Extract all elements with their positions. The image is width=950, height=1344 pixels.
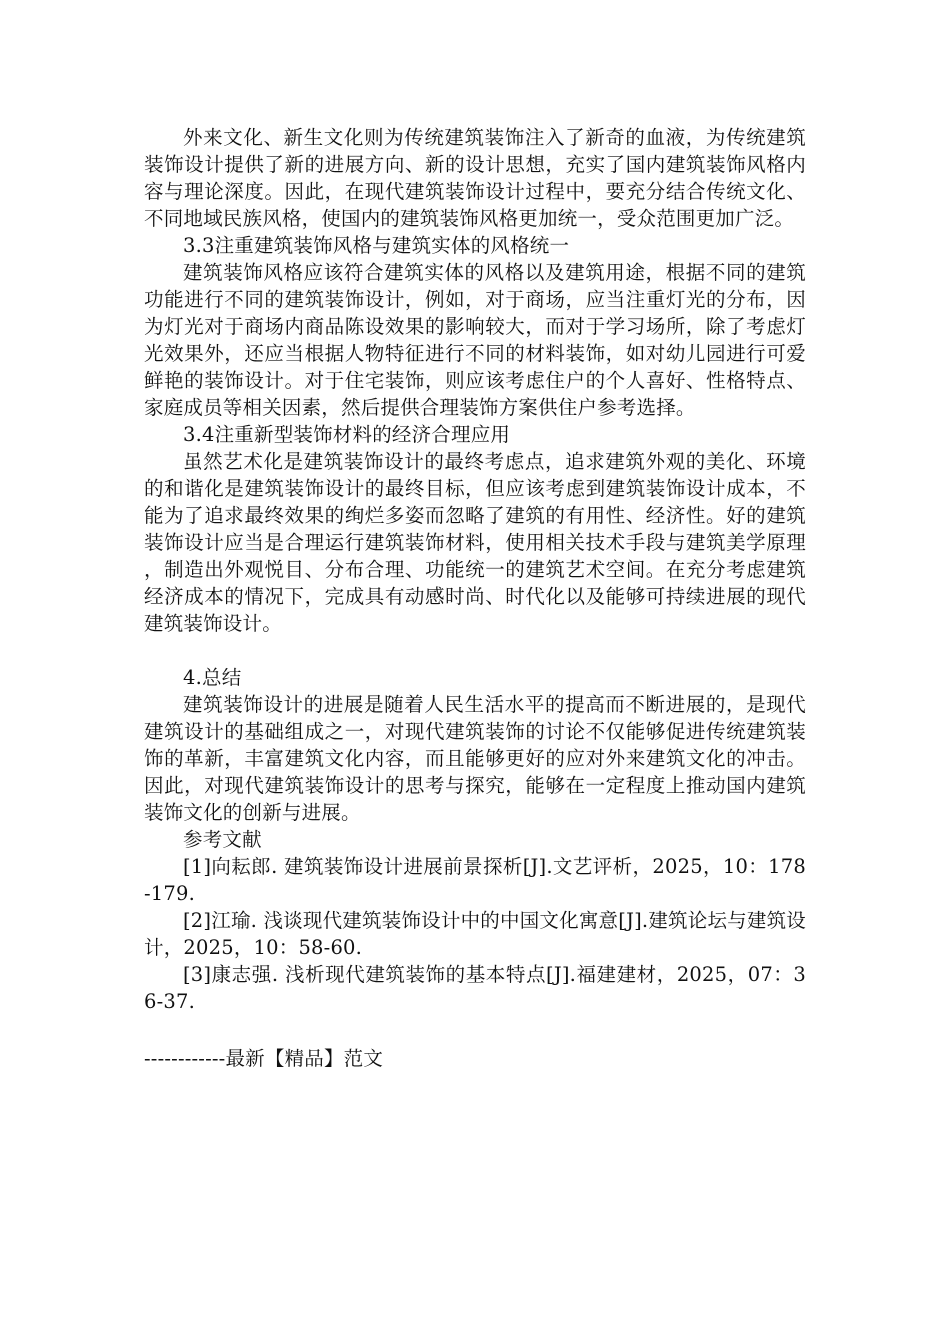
- footer-label: ------------最新【精品】范文: [144, 1047, 384, 1070]
- document-body: [144, 124, 806, 1015]
- section-heading-3-4: 3.4注重新型装饰材料的经济合理应用: [183, 423, 511, 446]
- body-paragraph-foreign-culture: 外来文化、新生文化则为传统建筑装饰注入了新奇的血液，为传统建筑装饰设计提供了新的进展方向、新的设计思想，充实了国内建筑装饰风格内容与理论深度。因此，在现代建筑装饰设计过程中，要充分结合传统文化、不同地域民族风格，使国内的建筑装饰风格更加统一，受众范围更加广泛。: [144, 126, 806, 230]
- section-heading-4-summary: 4.总结: [183, 666, 242, 689]
- section-heading-3-3: 3.3注重建筑装饰风格与建筑实体的风格统一: [183, 234, 570, 257]
- paragraph-spacer: [144, 637, 806, 664]
- body-paragraph-materials: 虽然艺术化是建筑装饰设计的最终考虑点，追求建筑外观的美化、环境的和谐化是建筑装饰设计的最终目标，但应该考虑到建筑装饰设计成本，不能为了追求最终效果的绚烂多姿而忽略了建筑的有用性、经济性。好的建筑装饰设计应当是合理运行建筑装饰材料，使用相关技术手段与建筑美学原理，制造出外观悦目、分布合理、功能统一的建筑艺术空间。在充分考虑建筑经济成本的情况下，完成具有动感时尚、时代化以及能够可持续进展的现代建筑装饰设计。: [144, 450, 806, 635]
- body-paragraph-style-unity: 建筑装饰风格应该符合建筑实体的风格以及建筑用途，根据不同的建筑功能进行不同的建筑装饰设计，例如，对于商场，应当注重灯光的分布，因为灯光对于商场内商品陈设效果的影响较大，而对于学习场所，除了考虑灯光效果外，还应当根据人物特征进行不同的材料装饰，如对幼儿园进行可爱鲜艳的装饰设计。对于住宅装饰，则应该考虑住户的个人喜好、性格特点、家庭成员等相关因素，然后提供合理装饰方案供住户参考选择。: [144, 261, 806, 419]
- body-paragraph-summary: 建筑装饰设计的进展是随着人民生活水平的提高而不断进展的，是现代建筑设计的基础组成之一，对现代建筑装饰的讨论不仅能够促进传统建筑装饰的革新，丰富建筑文化内容，而且能够更好的应对外来建筑文化的冲击。因此，对现代建筑装饰设计的思考与探究，能够在一定程度上推动国内建筑装饰文化的创新与进展。: [144, 693, 806, 824]
- reference-item-2: [2]江瑜. 浅谈现代建筑装饰设计中的中国文化寓意[J].建筑论坛与建筑设计，2025，10：58-60.: [144, 909, 806, 959]
- reference-item-3: [3]康志强. 浅析现代建筑装饰的基本特点[J].福建建材，2025，07：36-37.: [144, 963, 806, 1013]
- reference-item-1: [1]向耘郎. 建筑装饰设计进展前景探析[J].文艺评析，2025，10：178-179.: [144, 855, 806, 905]
- references-title: 参考文献: [183, 828, 262, 851]
